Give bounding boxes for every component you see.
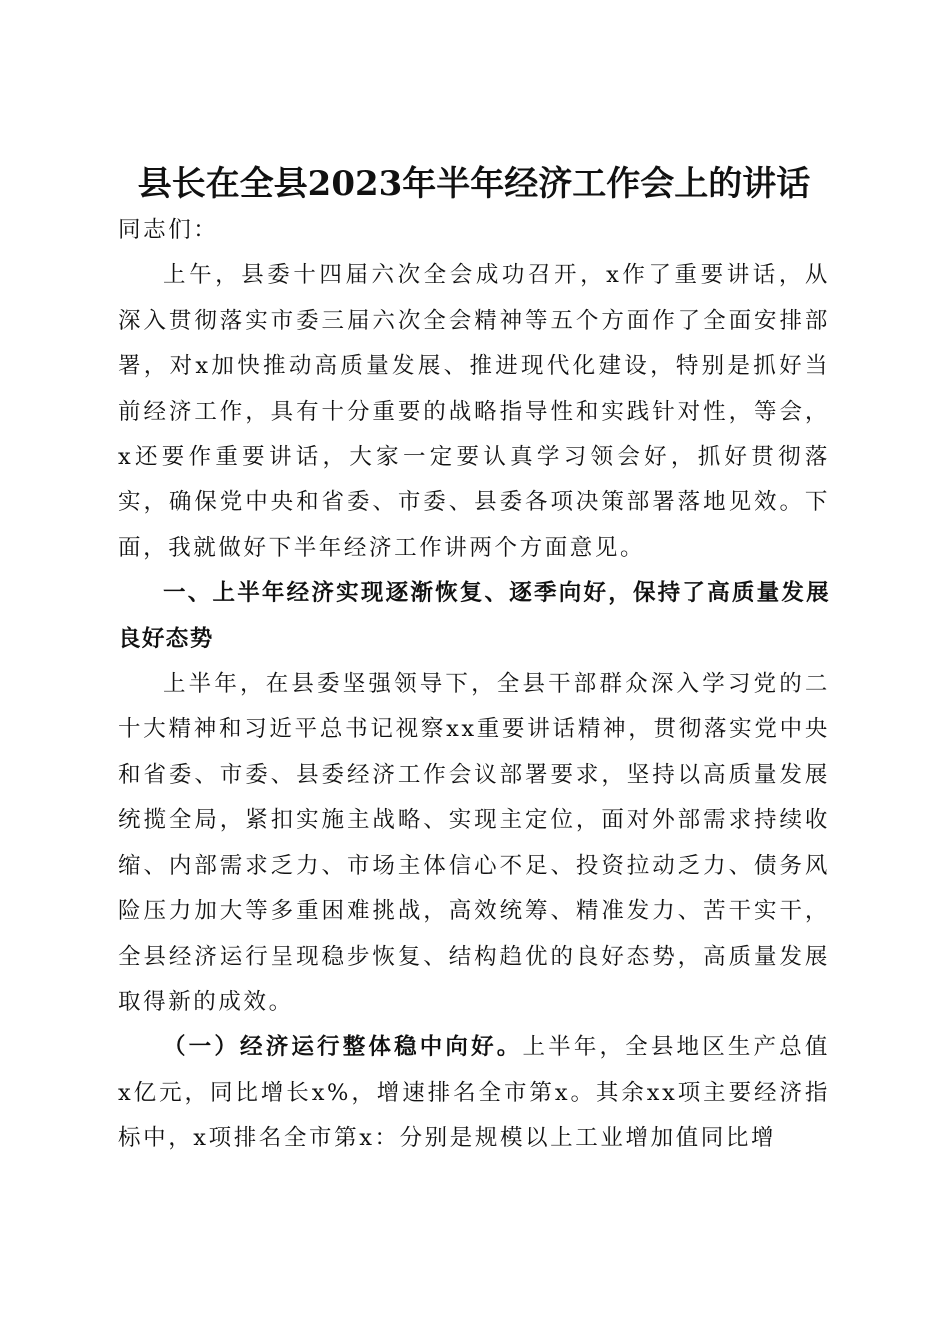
document-body <box>118 208 830 1162</box>
document-title: 县长在全县2023年半年经济工作会上的讲话 <box>137 163 811 204</box>
paragraph-intro: 上午，县委十四届六次全会成功召开，x作了重要讲话，从深入贯彻落实市委三届六次全会精神等五个方面作了全面安排部署，对x加快推动高质量发展、推进现代化建设，特别是抓好当前经济工作，具有十分重要的战略指导性和实践针对性，等会，x还要作重要讲话，大家一定要认真学习领会好，抓好贯彻落实，确保党中央和省委、市委、县委各项决策部署落地见效。下面，我就做好下半年经济工作讲两个方面意见。 <box>118 262 830 561</box>
paragraph-economic-operation-text: 上半年，全县地区生产总值x亿元，同比增长x%，增速排名全市第x。其余xx项主要经济指标中，x项排名全市第x：分别是规模以上工业增加值同比增 <box>118 1034 831 1152</box>
section-heading-1: 一、上半年经济实现逐渐恢复、逐季向好，保持了高质量发展良好态势 <box>118 580 830 652</box>
paragraph-first-half-overview: 上半年，在县委坚强领导下，全县干部群众深入学习党的二十大精神和习近平总书记视察xx重要讲话精神，贯彻落实党中央和省委、市委、县委经济工作会议部署要求，坚持以高质量发展统揽全局，紧扣实施主战略、实现主定位，面对外部需求持续收缩、内部需求乏力、市场主体信心不足、投资拉动乏力、债务风险压力加大等多重困难挑战，高效统筹、精准发力、苦干实干，全县经济运行呈现稳步恢复、结构趋优的良好态势，高质量发展取得新的成效。 <box>118 671 830 1015</box>
paragraph-economic-operation <box>118 1025 830 1161</box>
subheading-1: （一）经济运行整体稳中向好。 <box>163 1034 523 1061</box>
salutation: 同志们： <box>118 217 219 243</box>
